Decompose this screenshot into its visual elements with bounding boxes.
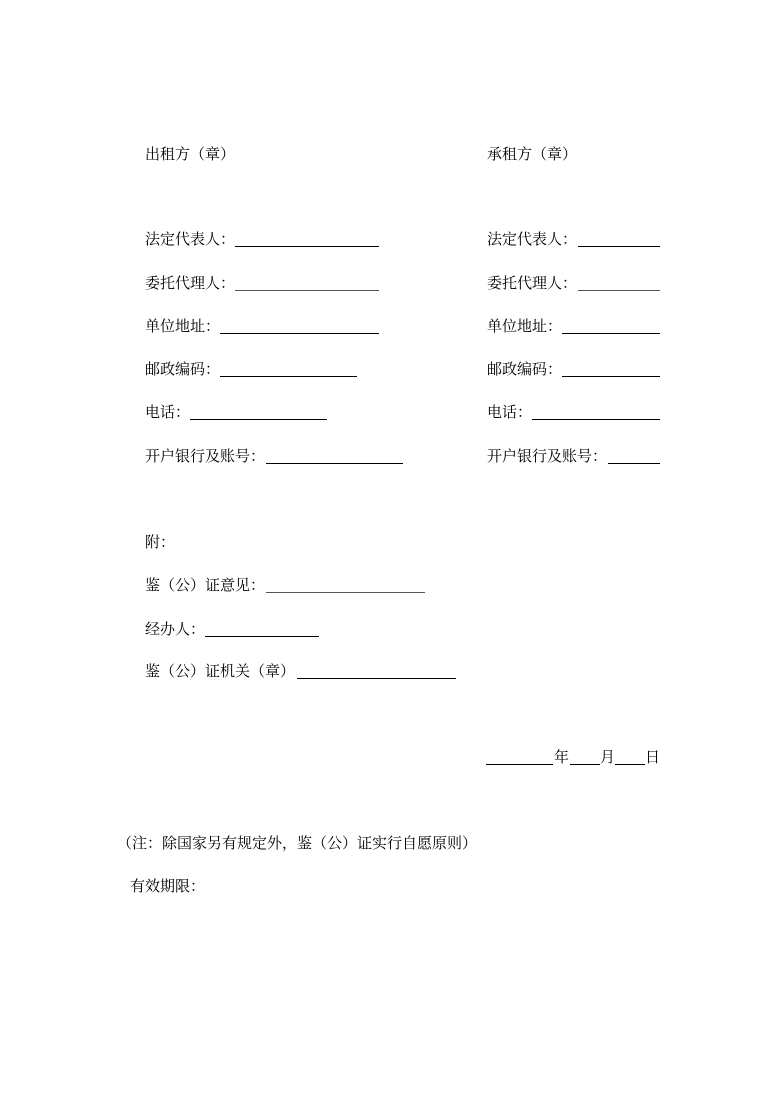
lessor-postcode-label: 邮政编码： (145, 360, 221, 378)
lessee-bank-label: 开户银行及账号： (487, 447, 608, 465)
lessee-legal-rep-label: 法定代表人： (487, 230, 578, 248)
lessor-agent-label: 委托代理人： (145, 274, 236, 292)
lessor-legal-rep-blank[interactable] (235, 246, 379, 247)
month-blank[interactable] (570, 764, 600, 765)
validity-label: 有效期限： (130, 877, 206, 895)
lessee-bank-blank[interactable] (608, 463, 660, 464)
lessee-phone-label: 电话： (487, 403, 533, 421)
lessee-agent-label: 委托代理人： (487, 274, 578, 292)
day-label: 日 (645, 748, 661, 766)
lessee-agent-blank[interactable] (578, 290, 660, 291)
lessee-postcode-blank[interactable] (562, 376, 660, 377)
lessor-phone-blank[interactable] (190, 419, 327, 420)
year-blank[interactable] (486, 764, 553, 765)
notary-opinion-label: 鉴（公）证意见： (145, 576, 266, 594)
year-label: 年 (554, 748, 570, 766)
notary-office-blank[interactable] (297, 678, 456, 679)
handler-blank[interactable] (205, 636, 319, 637)
lessee-address-label: 单位地址： (487, 317, 563, 335)
lessee-postcode-label: 邮政编码： (487, 360, 563, 378)
lessor-bank-label: 开户银行及账号： (145, 447, 266, 465)
notary-office-label: 鉴（公）证机关（章） (145, 662, 296, 680)
lessor-address-label: 单位地址： (145, 317, 221, 335)
month-label: 月 (600, 748, 616, 766)
lessee-title: 承租方（章） (487, 145, 578, 163)
day-blank[interactable] (615, 764, 645, 765)
lessee-address-blank[interactable] (562, 333, 660, 334)
lessor-title: 出租方（章） (145, 145, 236, 163)
lessee-legal-rep-blank[interactable] (578, 246, 660, 247)
lessor-phone-label: 电话： (145, 403, 191, 421)
lessee-phone-blank[interactable] (532, 419, 660, 420)
lessor-legal-rep-label: 法定代表人： (145, 230, 236, 248)
lessor-address-blank[interactable] (220, 333, 379, 334)
lessor-postcode-blank[interactable] (220, 376, 357, 377)
lessor-agent-blank[interactable] (235, 290, 379, 291)
notary-opinion-blank[interactable] (266, 592, 425, 593)
note-text: （注：除国家另有规定外，鉴（公）证实行自愿原则） (117, 834, 478, 852)
handler-label: 经办人： (145, 620, 206, 638)
attachment-label: 附： (145, 533, 176, 551)
lessor-bank-blank[interactable] (266, 463, 403, 464)
